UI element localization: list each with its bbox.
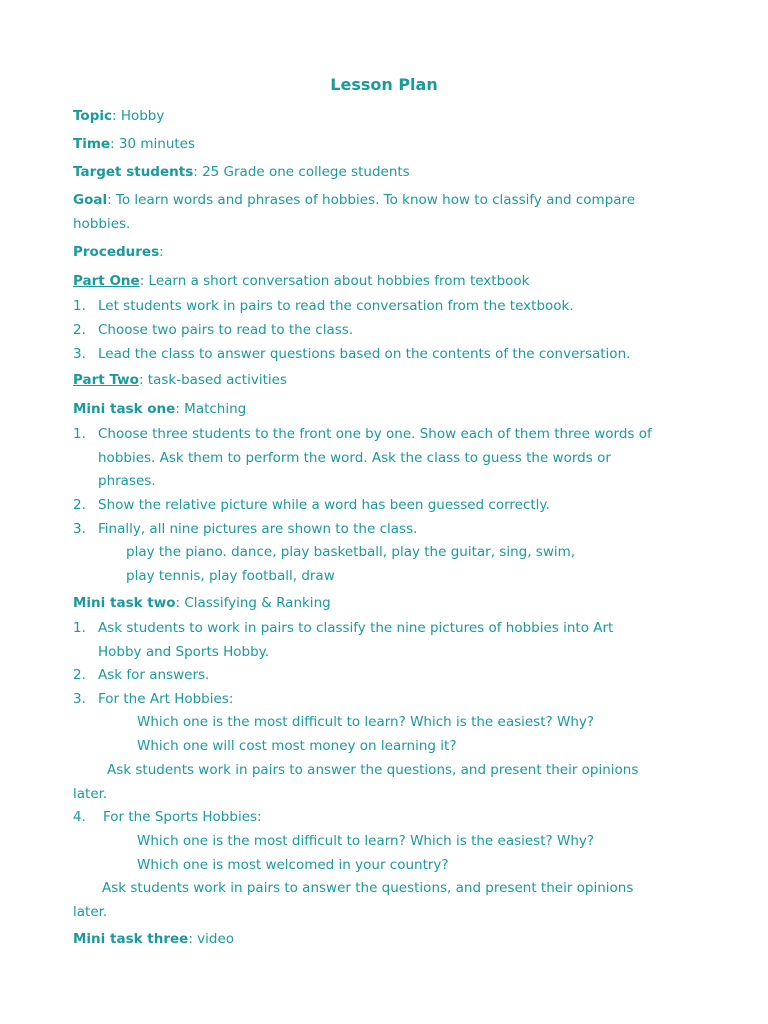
- note-text: Ask students work in pairs to answer the questions, and present their opinions: [107, 762, 639, 778]
- list-item: [73, 807, 262, 827]
- target-value: : 25 Grade one college students: [193, 164, 410, 180]
- goal-label: Goal: [73, 192, 108, 208]
- art-note-line2: [73, 784, 107, 804]
- mini-task-three-value: : video: [188, 931, 235, 947]
- time-label: Time: [73, 136, 111, 152]
- list-item-text: Ask students to work in pairs to classify the nine pictures of hobbies into Art: [98, 620, 614, 636]
- list-number: 2.: [73, 667, 86, 683]
- list-item-continuation: [98, 642, 269, 662]
- part-one-heading: [73, 271, 530, 291]
- list-item: [73, 320, 353, 340]
- question-text: Which one is most welcomed in your country?: [137, 857, 449, 873]
- list-number: 1.: [73, 298, 86, 314]
- list-item-text: For the Sports Hobbies:: [103, 809, 262, 825]
- time-line: [73, 134, 195, 154]
- art-note-line1: [107, 760, 638, 780]
- list-number: 4.: [73, 809, 86, 825]
- list-item-continuation: [98, 448, 611, 468]
- list-item: [73, 495, 550, 515]
- note-text: later.: [73, 786, 108, 802]
- list-item-text: Lead the class to answer questions based on the contents of the conversation.: [98, 346, 631, 362]
- question-text: Which one is the most difficult to learn? Which is the easiest? Why?: [137, 714, 595, 730]
- sport-question-2: [137, 855, 449, 875]
- art-question-2: [137, 736, 457, 756]
- list-number: 2.: [73, 322, 86, 338]
- list-number: 1.: [73, 426, 86, 442]
- goal-text-line2: hobbies.: [73, 216, 131, 232]
- list-number: 3.: [73, 346, 86, 362]
- target-line: [73, 162, 410, 182]
- question-text: Which one will cost most money on learning it?: [137, 738, 457, 754]
- list-item-text: hobbies. Ask them to perform the word. Ask the class to guess the words or: [98, 450, 611, 466]
- mini-task-two-label: Mini task two: [73, 595, 176, 611]
- mini-task-two-value: : Classifying & Ranking: [175, 595, 331, 611]
- pictures-text: play tennis, play football, draw: [126, 568, 335, 584]
- topic-value: : Hobby: [111, 108, 165, 124]
- mini-task-one-heading: [73, 399, 246, 419]
- procedures-label: Procedures: [73, 244, 160, 260]
- note-text: later.: [73, 904, 108, 920]
- list-item: [73, 689, 233, 709]
- list-item-text: For the Art Hobbies:: [98, 691, 234, 707]
- list-item-text: Choose three students to the front one by one. Show each of them three words of: [98, 426, 652, 442]
- pictures-text: play the piano. dance, play basketball, play the guitar, sing, swim,: [126, 544, 576, 560]
- pictures-list-line2: [126, 566, 335, 586]
- sport-note-line2: [73, 902, 107, 922]
- topic-label: Topic: [73, 108, 112, 124]
- list-item: [73, 296, 574, 316]
- list-item-text: phrases.: [98, 473, 156, 489]
- goal-text-line1: : To learn words and phrases of hobbies. To know how to classify and compare: [107, 192, 636, 208]
- time-value: : 30 minutes: [110, 136, 196, 152]
- art-question-1: [137, 712, 594, 732]
- list-number: 3.: [73, 521, 86, 537]
- procedures-heading: [73, 242, 164, 262]
- list-item: [73, 665, 209, 685]
- list-item: [73, 344, 630, 364]
- list-item-text: Ask for answers.: [98, 667, 210, 683]
- procedures-colon: :: [159, 244, 164, 260]
- mini-task-two-heading: [73, 593, 331, 613]
- list-number: 3.: [73, 691, 86, 707]
- note-text: Ask students work in pairs to answer the questions, and present their opinions: [102, 880, 634, 896]
- list-item-continuation: [98, 471, 156, 491]
- mini-task-one-label: Mini task one: [73, 401, 176, 417]
- list-item-text: Choose two pairs to read to the class.: [98, 322, 354, 338]
- sport-question-1: [137, 831, 594, 851]
- page-title: Lesson Plan: [330, 75, 438, 94]
- list-item-text: Hobby and Sports Hobby.: [98, 644, 269, 660]
- pictures-list-line1: [126, 542, 575, 562]
- goal-line: [73, 190, 635, 210]
- list-item: [73, 618, 613, 638]
- list-number: 1.: [73, 620, 86, 636]
- list-number: 2.: [73, 497, 86, 513]
- topic-line: [73, 106, 164, 126]
- part-two-value: : task-based activities: [138, 372, 287, 388]
- mini-task-one-value: : Matching: [175, 401, 247, 417]
- sport-note-line1: [102, 878, 633, 898]
- list-item: [73, 424, 652, 444]
- list-item-text: Finally, all nine pictures are shown to the class.: [98, 521, 418, 537]
- list-item-text: Show the relative picture while a word has been guessed correctly.: [98, 497, 550, 513]
- part-one-value: : Learn a short conversation about hobbies from textbook: [139, 273, 530, 289]
- part-two-heading: [73, 370, 287, 390]
- list-item: [73, 519, 417, 539]
- goal-line-2: [73, 214, 130, 234]
- list-item-text: Let students work in pairs to read the conversation from the textbook.: [98, 298, 574, 314]
- part-two-label: Part Two: [73, 372, 139, 388]
- mini-task-three-label: Mini task three: [73, 931, 189, 947]
- part-one-label: Part One: [73, 273, 140, 289]
- target-label: Target students: [73, 164, 194, 180]
- mini-task-three-heading: [73, 929, 234, 949]
- question-text: Which one is the most difficult to learn? Which is the easiest? Why?: [137, 833, 595, 849]
